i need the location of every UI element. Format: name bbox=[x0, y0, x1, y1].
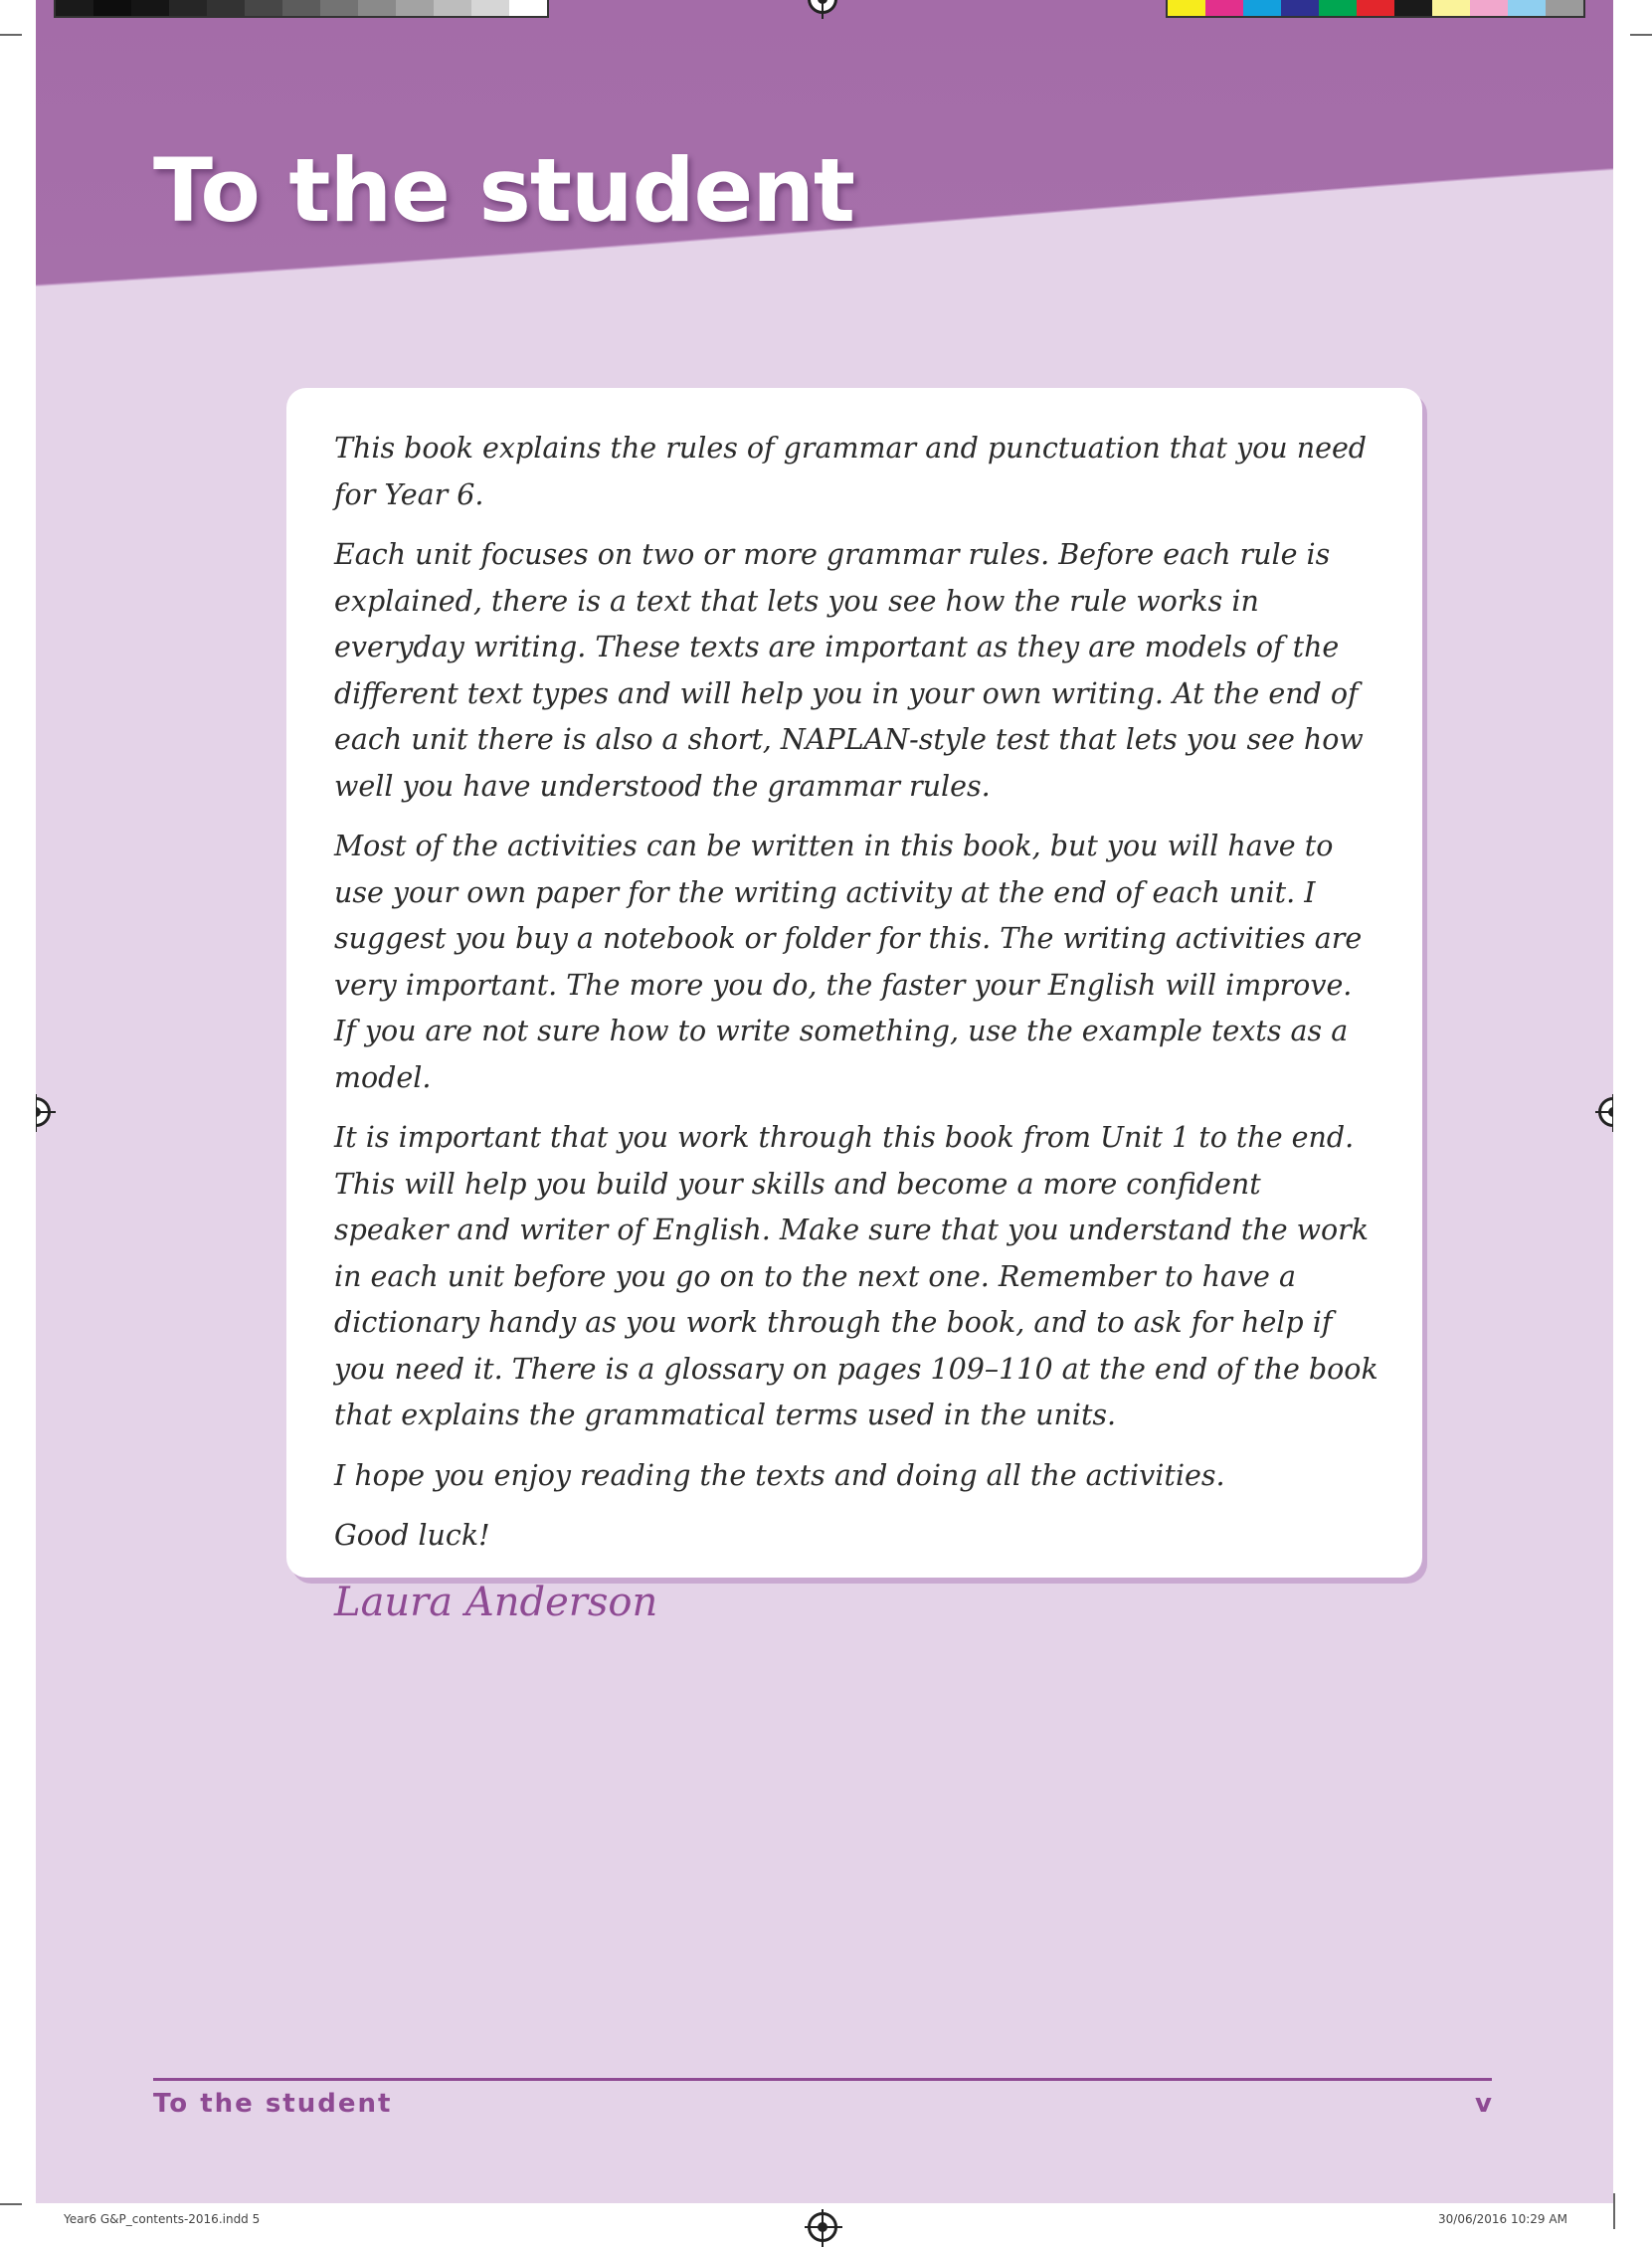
footer-page-number: v bbox=[1475, 2089, 1492, 2119]
registration-mark-left bbox=[36, 1097, 51, 1127]
calibration-swatch bbox=[1281, 0, 1319, 16]
calibration-swatch bbox=[169, 0, 207, 16]
calibration-swatch bbox=[1205, 0, 1243, 16]
registration-mark-bottom bbox=[808, 2212, 837, 2242]
calibration-swatch bbox=[1168, 0, 1205, 16]
slug-file-info: Year6 G&P_contents-2016.indd 5 bbox=[64, 2212, 261, 2226]
letter-card bbox=[286, 388, 1422, 1625]
calibration-swatch bbox=[509, 0, 547, 16]
calibration-swatch bbox=[1508, 0, 1546, 16]
crop-mark-bottom-left bbox=[0, 2203, 22, 2205]
calibration-swatch bbox=[1319, 0, 1357, 16]
letter-paragraph: Each unit focuses on two or more grammar rules. Before each rule is explained, there is a text that lets you see how the rule works in everyday writing. These texts are important as they are models of the different text types and will help you in your own writing. At the end of each unit there is also a short, NAPLAN-style test that lets you see how well you have understood the grammar rules. bbox=[334, 538, 1364, 803]
calibration-swatch bbox=[320, 0, 358, 16]
calibration-swatch bbox=[207, 0, 245, 16]
footer-rule bbox=[153, 2078, 1492, 2081]
registration-mark-right bbox=[1598, 1097, 1613, 1127]
letter-paragraph: I hope you enjoy reading the texts and doing all the activities. bbox=[334, 1458, 1225, 1492]
calibration-swatch bbox=[434, 0, 471, 16]
calibration-swatch bbox=[358, 0, 396, 16]
calibration-swatch bbox=[1546, 0, 1583, 16]
calibration-swatch bbox=[131, 0, 169, 16]
crop-mark-bottom-right bbox=[1613, 2193, 1615, 2229]
calibration-swatch bbox=[1357, 0, 1394, 16]
calibration-swatch bbox=[471, 0, 509, 16]
author-signature: Laura Anderson bbox=[334, 1579, 658, 1625]
page-title: To the student bbox=[153, 139, 854, 242]
footer-section-title: To the student bbox=[153, 2089, 393, 2119]
color-calibration-bar bbox=[1166, 0, 1585, 18]
calibration-swatch bbox=[245, 0, 282, 16]
calibration-swatch bbox=[1432, 0, 1470, 16]
calibration-swatch bbox=[56, 0, 93, 16]
calibration-swatch bbox=[93, 0, 131, 16]
gray-calibration-bar bbox=[54, 0, 549, 18]
calibration-swatch bbox=[1470, 0, 1508, 16]
letter-paragraph: This book explains the rules of grammar and punctuation that you need for Year 6. bbox=[334, 432, 1368, 511]
calibration-swatch bbox=[1243, 0, 1281, 16]
letter-paragraph: Good luck! bbox=[334, 1519, 490, 1552]
calibration-swatch bbox=[1394, 0, 1432, 16]
slug-date-info: 30/06/2016 10:29 AM bbox=[1438, 2212, 1567, 2226]
calibration-swatch bbox=[282, 0, 320, 16]
crop-mark-top-right bbox=[1630, 34, 1652, 36]
calibration-swatch bbox=[396, 0, 434, 16]
page bbox=[36, 0, 1613, 2203]
letter-paragraph: It is important that you work through this book from Unit 1 to the end. This will help you build your skills and become a more confident speaker and writer of English. Make sure that you understand the work in each unit before you go on to the next one. Remember to have a dictionary handy as you work through the book, and to ask for help if you need it. There is a glossary on pages 109–110 at the end of the book that explains the grammatical terms used in the units. bbox=[334, 1121, 1378, 1431]
crop-mark-top-left bbox=[0, 34, 22, 36]
letter-paragraph: Most of the activities can be written in this book, but you will have to use your own paper for the writing activity at the end of each unit. I suggest you buy a notebook or folder for this. The writing activities are very important. The more you do, the faster your English will improve. If you are not sure how to write something, use the example texts as a model. bbox=[334, 830, 1363, 1094]
